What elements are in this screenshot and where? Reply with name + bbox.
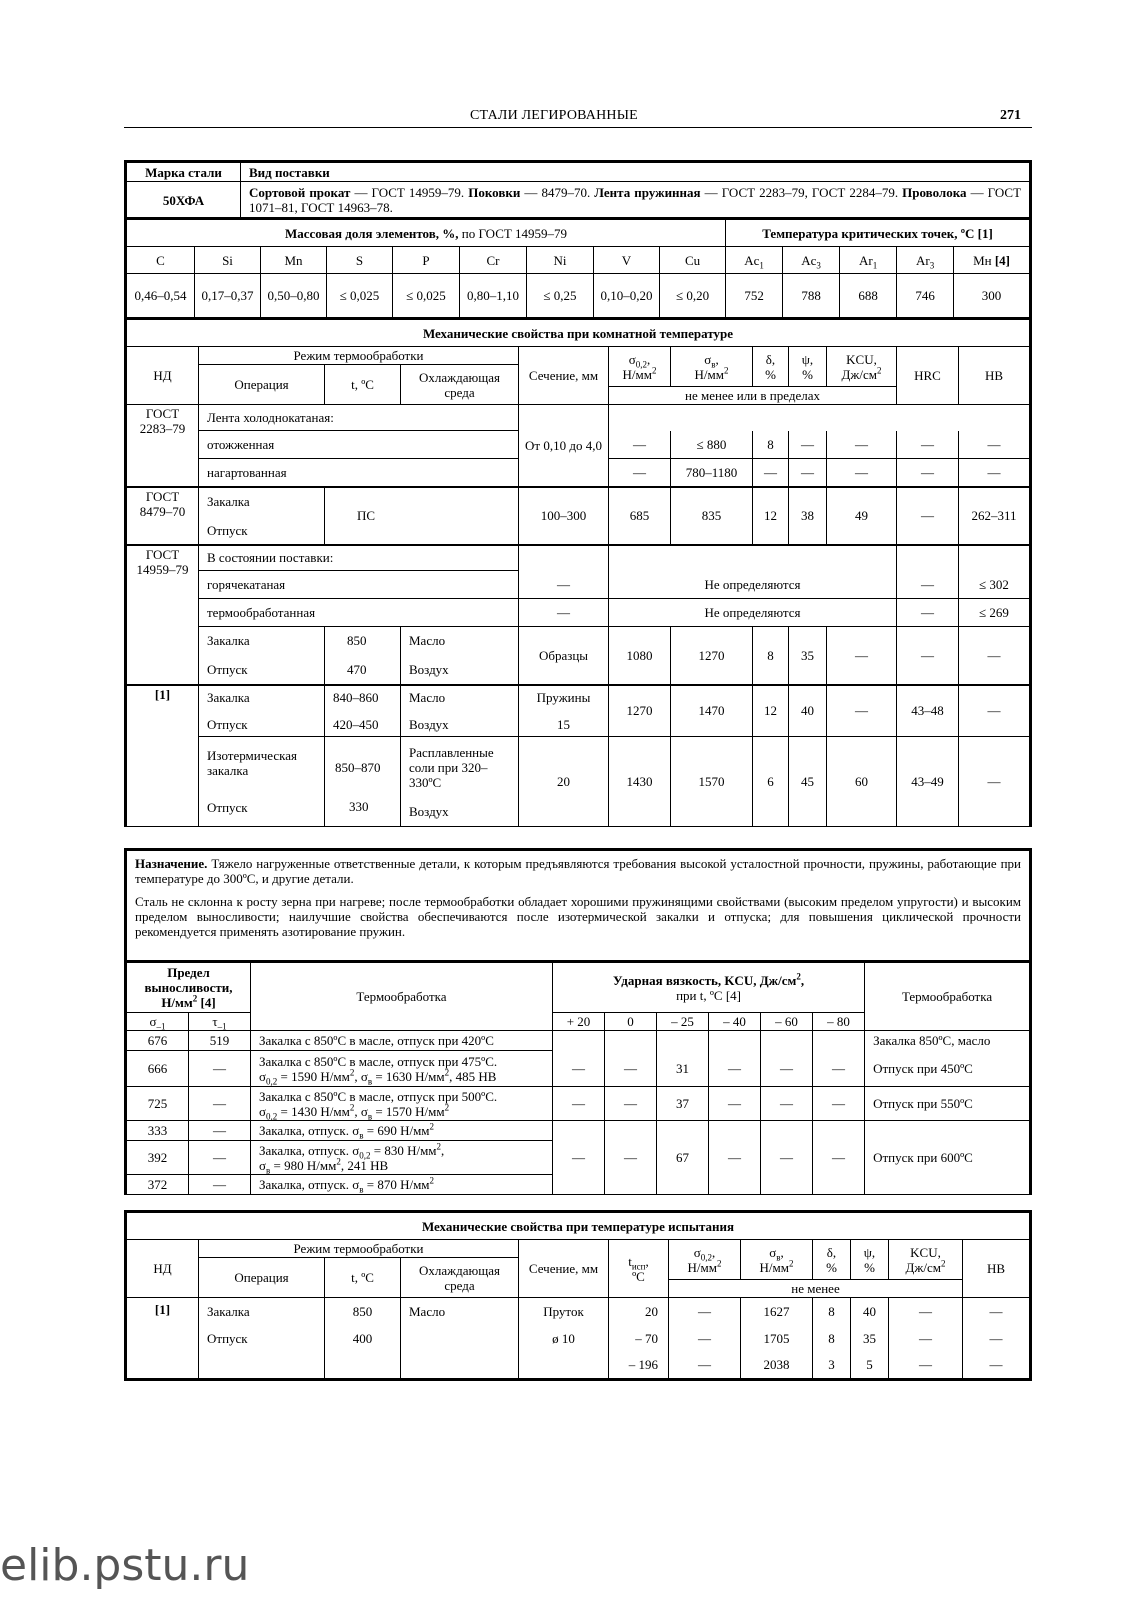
h-temp: t, ºС: [325, 365, 401, 405]
g4-temps: 840–860 420–450: [325, 685, 401, 737]
grade-value: 50ХФА: [127, 182, 241, 219]
supply-text: [241, 182, 1030, 219]
g3-r2: термообработанная: [199, 599, 519, 627]
imp-r3-v4: —: [761, 1121, 813, 1195]
g3-head: В состоянии поставки:: [199, 545, 519, 571]
t-h-operation: Операция: [199, 1258, 325, 1298]
g1-r2-s02: —: [609, 459, 671, 487]
t-nd: [1]: [127, 1298, 199, 1379]
mech-test-block: [124, 1210, 1032, 1381]
g1-section: От 0,10 до 4,0: [519, 405, 609, 487]
t-op2: Отпуск: [199, 1325, 325, 1352]
h-kcu: KCU, $Дж/см^2$: [827, 347, 897, 387]
g4-envs2: Расплавленные соли при 320–330ºС Воздух: [401, 737, 519, 827]
t-e1: Масло: [401, 1298, 519, 1325]
g4-hrc: 43–48: [897, 685, 959, 737]
g2-psi: 38: [789, 487, 827, 545]
g3-envs: Масло Воздух: [401, 627, 519, 685]
fat-r4-h: Закалка, отпуск. $\sigma_{0,2} = 830$ $Н/мм^2$, $\sigma_в = 980$ $Н/мм^2$, 241 HB: [251, 1141, 553, 1175]
imp-r3-v2: 67: [657, 1121, 709, 1195]
g1-r2-kcu: —: [827, 459, 897, 487]
fat-r2-h: Закалка с 850ºС в масле, отпуск при 500ºС. $\sigma_{0,2} = 1430$ $Н/мм^2$, $\sigma_в = 1570$ $Н/мм^2$: [251, 1087, 553, 1121]
val-ni: ≤ 0,25: [527, 274, 594, 318]
t-r2-sv: 2038: [741, 1352, 813, 1379]
temp-m80: – 80: [813, 1013, 865, 1031]
el-p: P: [393, 247, 460, 274]
imp-r2-v4: —: [761, 1087, 813, 1121]
imp-r3-v3: —: [709, 1121, 761, 1195]
crit-title: Температура критических точек, ºС [1]: [726, 220, 1030, 247]
t-r1-psi: 35: [851, 1325, 889, 1352]
imp-r1-v1: —: [605, 1051, 657, 1087]
t-r2-t: – 196: [609, 1352, 669, 1379]
fat-r1-h: Закалка с 850ºС в масле, отпуск при 475ºС. $\sigma_{0,2} = 1590$ $Н/мм^2$, $\sigma_в = 1630$ $Н/мм^2$, 485 HB: [251, 1051, 553, 1087]
g3-hrc: —: [897, 627, 959, 685]
supply-sortovoy: Сортовой прокат — ГОСТ 14959–79. Поковки — 8479–70. Лента пружинная — ГОСТ 2283–79, ГОСТ 2284–79. Проволока — ГОСТ 1071–81, ГОСТ 14963–78.: [249, 185, 1022, 215]
g3-r2-hb: ≤ 269: [959, 599, 1030, 627]
g1-r1-hrc: —: [897, 431, 959, 459]
purpose-block: [124, 848, 1032, 962]
fat-r5-s: 372: [127, 1175, 189, 1195]
g4-s02-2: 1430: [609, 737, 671, 827]
t-r1-s02: —: [669, 1325, 741, 1352]
h-operation: Операция: [199, 365, 325, 405]
purpose-text: Назначение. Тяжело нагруженные ответственные детали, к которым предъявляются требования высокой усталостной прочности, пружины, работающие при температуре до 300ºС, и другие детали. Сталь не склонна к росту зерна при нагреве; после термообработки обладает хорошими пружинящими свойствами (высоким пределом упругости) и высоким пределом выносливости; наилучшие свойства обеспечиваются после изотермической закалки и отпуска; для повышения циклической прочности рекомендуется применять азотирование пружин.: [127, 851, 1030, 962]
val-v: 0,10–0,20: [594, 274, 660, 318]
fat-r0-s: 676: [127, 1031, 189, 1051]
t-h-env: Охлаждающая среда: [401, 1258, 519, 1298]
h-section: Сечение, мм: [519, 347, 609, 405]
el-mn: Mn: [261, 247, 327, 274]
t-h-kcu: KCU, $Дж/см^2$: [889, 1240, 963, 1280]
fat-r5-h: Закалка, отпуск. $\sigma_в = 870$ $Н/мм^2$: [251, 1175, 553, 1195]
g4-kcu-2: 60: [827, 737, 897, 827]
h-delta: δ, %: [753, 347, 789, 387]
fat-r1-t: —: [189, 1051, 251, 1087]
imp-r3-v0: —: [553, 1121, 605, 1195]
g4-section: Пружины 15: [519, 685, 609, 737]
fat-r2-t: —: [189, 1087, 251, 1121]
g2-hb: 262–311: [959, 487, 1030, 545]
fat-r4-t: —: [189, 1141, 251, 1175]
g1-r1-s02: —: [609, 431, 671, 459]
t-r0-s02: —: [669, 1298, 741, 1325]
g3-r2-nodata: Не определяются: [609, 599, 897, 627]
g3-temps: 850 470: [325, 627, 401, 685]
g3-r1: горячекатаная: [199, 571, 519, 599]
g1-r2-hb: —: [959, 459, 1030, 487]
imp-r1-v4: —: [761, 1051, 813, 1087]
val-cu: ≤ 0,20: [660, 274, 726, 318]
temp-0: 0: [605, 1013, 657, 1031]
temp-m60: – 60: [761, 1013, 813, 1031]
g1-r1-psi: —: [789, 431, 827, 459]
fat-r4-s: 392: [127, 1141, 189, 1175]
g2-ops: Закалка Отпуск: [199, 487, 325, 545]
el-ni: Ni: [527, 247, 594, 274]
g2-hrc: —: [897, 487, 959, 545]
h-mode: Режим термообработки: [199, 347, 519, 365]
g3-nd: ГОСТ 14959–79: [127, 545, 199, 685]
g3-r1-section: —: [519, 571, 609, 599]
t-h-mode: Режим термообработки: [199, 1240, 519, 1258]
g1-r2-sv: 780–1180: [671, 459, 753, 487]
g4-ops2: Изотермическая закалка Отпуск: [199, 737, 325, 827]
g1-r2-hrc: —: [897, 459, 959, 487]
el-v: V: [594, 247, 660, 274]
g3-r1-hb: ≤ 302: [959, 571, 1030, 599]
temp-m25: – 25: [657, 1013, 709, 1031]
val-p: ≤ 0,025: [393, 274, 460, 318]
fat-r3-h: Закалка, отпуск. $\sigma_в = 690$ $Н/мм^2$: [251, 1121, 553, 1141]
imp-r1-v0: —: [553, 1051, 605, 1087]
fat-r5-t: —: [189, 1175, 251, 1195]
running-header-title: СТАЛИ ЛЕГИРОВАННЫЕ: [470, 108, 638, 123]
t-r1-sv: 1705: [741, 1325, 813, 1352]
t-r0-d: 8: [813, 1298, 851, 1325]
g4-kcu: —: [827, 685, 897, 737]
g4-section2: 20: [519, 737, 609, 827]
h-tau-1: $\tau_{-1}$: [189, 1013, 251, 1031]
imp-r2-v5: —: [813, 1087, 865, 1121]
imp-r3-v5: —: [813, 1121, 865, 1195]
val-mn: 0,50–0,80: [261, 274, 327, 318]
t-h-sv: $\sigma_в$, $Н/мм^2$: [741, 1240, 813, 1280]
g4-psi-2: 45: [789, 737, 827, 827]
g2-sv: 835: [671, 487, 753, 545]
t-r2-d: 3: [813, 1352, 851, 1379]
g4-sv: 1470: [671, 685, 753, 737]
mech-test-title: Механические свойства при температуре испытания: [127, 1213, 1030, 1240]
t-sec2: ø 10: [519, 1325, 609, 1352]
h-hb: HB: [959, 347, 1030, 405]
imp-r2-v1: —: [605, 1087, 657, 1121]
g2-env: ПС: [325, 487, 519, 545]
fat-r0-t: 519: [189, 1031, 251, 1051]
g3-s02: 1080: [609, 627, 671, 685]
t-r1-kcu: —: [889, 1325, 963, 1352]
imp-r1-v5: —: [813, 1051, 865, 1087]
h-env: Охлаждающая среда: [401, 365, 519, 405]
g3-r1-nodata: Не определяются: [609, 571, 897, 599]
t-h-nd: НД: [127, 1240, 199, 1298]
g4-sv-2: 1570: [671, 737, 753, 827]
el-c: C: [127, 247, 195, 274]
h-sv: $\sigma_в$, $Н/мм^2$: [671, 347, 753, 387]
crit-ar3: $Ar_3$: [897, 247, 954, 274]
grade-block: [124, 160, 1032, 219]
t-h-temp: t, ºС: [325, 1258, 401, 1298]
g4-s02: 1270: [609, 685, 671, 737]
g1-r1: отожженная: [199, 431, 519, 459]
t-h-s02: $\sigma_{0,2}$, $Н/мм^2$: [669, 1240, 741, 1280]
supply-label: Вид поставки: [241, 163, 1030, 182]
val-ar3: 746: [897, 274, 954, 318]
imp-r2-v2: 37: [657, 1087, 709, 1121]
h-sigma-1: $\sigma_{-1}$: [127, 1013, 189, 1031]
g1-r2: нагартованная: [199, 459, 519, 487]
g4-d: 12: [753, 685, 789, 737]
g2-nd: ГОСТ 8479–70: [127, 487, 199, 545]
val-s: ≤ 0,025: [327, 274, 393, 318]
g3-sv: 1270: [671, 627, 753, 685]
g3-d: 8: [753, 627, 789, 685]
g2-s02: 685: [609, 487, 671, 545]
g1-r1-d: 8: [753, 431, 789, 459]
g3-r1-hrc: —: [897, 571, 959, 599]
el-si: Si: [195, 247, 261, 274]
impact-title: Ударная вязкость, KCU, $Дж/см^2$, при t, ºС [4]: [553, 963, 865, 1013]
t-r2-psi: 5: [851, 1352, 889, 1379]
g4-d-2: 6: [753, 737, 789, 827]
g2-kcu: 49: [827, 487, 897, 545]
t-h-psi: ψ, %: [851, 1240, 889, 1280]
t-r1-hb: —: [963, 1325, 1030, 1352]
fat-r1-s: 666: [127, 1051, 189, 1087]
fat-r3-t: —: [189, 1121, 251, 1141]
crit-mn: Мн [4]: [954, 247, 1030, 274]
imp-r3-h: Отпуск при 600ºС: [865, 1121, 1030, 1195]
temp-p20: + 20: [553, 1013, 605, 1031]
h-hrc: HRC: [897, 347, 959, 405]
g4-ops: Закалка Отпуск: [199, 685, 325, 737]
imp-r3-v1: —: [605, 1121, 657, 1195]
h-psi: ψ, %: [789, 347, 827, 387]
crit-ac1: $Ac_1$: [726, 247, 783, 274]
g1-r2-d: —: [753, 459, 789, 487]
g4-hb: —: [959, 685, 1030, 737]
val-si: 0,17–0,37: [195, 274, 261, 318]
fat-r0-h: Закалка с 850ºС в масле, отпуск при 420ºС: [251, 1031, 553, 1051]
g4-hrc-2: 43–49: [897, 737, 959, 827]
el-cu: Cu: [660, 247, 726, 274]
t-h-note: не менее: [669, 1280, 963, 1298]
fatigue-title: Предел выносливости, $Н/мм^2$ [4]: [127, 963, 251, 1013]
watermark: elib.pstu.ru: [0, 1540, 250, 1591]
g3-hb: —: [959, 627, 1030, 685]
g3-psi: 35: [789, 627, 827, 685]
t-sec1: Пруток: [519, 1298, 609, 1325]
composition-title: Массовая доля элементов, %, по ГОСТ 14959–79: [127, 220, 726, 247]
mech-room-title: Механические свойства при комнатной температуре: [127, 320, 1030, 347]
h-nd: НД: [127, 347, 199, 405]
g2-d: 12: [753, 487, 789, 545]
g4-envs: Масло Воздух: [401, 685, 519, 737]
val-ar1: 688: [840, 274, 897, 318]
fatigue-impact-block: [124, 960, 1032, 1195]
g1-r2-psi: —: [789, 459, 827, 487]
t-r2-s02: —: [669, 1352, 741, 1379]
g2-section: 100–300: [519, 487, 609, 545]
g3-r2-section: —: [519, 599, 609, 627]
t-t1: 850: [325, 1298, 401, 1325]
g1-nd: ГОСТ 2283–79: [127, 405, 199, 487]
val-c: 0,46–0,54: [127, 274, 195, 318]
crit-ac3: $Ac_3$: [783, 247, 840, 274]
g4-hb-2: —: [959, 737, 1030, 827]
el-s: S: [327, 247, 393, 274]
imp-r2-v3: —: [709, 1087, 761, 1121]
t-h-section: Сечение, мм: [519, 1240, 609, 1298]
g4-psi: 40: [789, 685, 827, 737]
t-r0-psi: 40: [851, 1298, 889, 1325]
header-rule: [124, 127, 1032, 128]
mech-room-block: [124, 317, 1032, 827]
temp-m40: – 40: [709, 1013, 761, 1031]
imp-r2-v0: —: [553, 1087, 605, 1121]
t-r0-kcu: —: [889, 1298, 963, 1325]
imp-r0-h: Закалка 850ºС, масло: [865, 1031, 1030, 1051]
g1-r1-kcu: —: [827, 431, 897, 459]
el-cr: Cr: [460, 247, 527, 274]
t-op1: Закалка: [199, 1298, 325, 1325]
g3-section: Образцы: [519, 627, 609, 685]
t-r1-d: 8: [813, 1325, 851, 1352]
t-r2-hb: —: [963, 1352, 1030, 1379]
t-r1-t: – 70: [609, 1325, 669, 1352]
page-number: 271: [1000, 108, 1021, 123]
val-cr: 0,80–1,10: [460, 274, 527, 318]
imp-r1-v3: —: [709, 1051, 761, 1087]
t-h-hb: HB: [963, 1240, 1030, 1298]
val-ac3: 788: [783, 274, 840, 318]
imp-r1-h: Отпуск при 450ºС: [865, 1051, 1030, 1087]
t-r0-hb: —: [963, 1298, 1030, 1325]
crit-ar1: $Ar_1$: [840, 247, 897, 274]
t-r0-t: 20: [609, 1298, 669, 1325]
g3-ops: Закалка Отпуск: [199, 627, 325, 685]
g1-r1-sv: ≤ 880: [671, 431, 753, 459]
t-r0-sv: 1627: [741, 1298, 813, 1325]
g1-head: Лента холоднокатаная:: [199, 405, 519, 431]
g4-temps2: 850–870 330: [325, 737, 401, 827]
fatigue-heat-header: Термообработка: [251, 963, 553, 1031]
t-h-delta: δ, %: [813, 1240, 851, 1280]
t-h-tisp: $t_{исп}$, ºС: [609, 1240, 669, 1298]
g3-r2-hrc: —: [897, 599, 959, 627]
h-s02: $\sigma_{0,2}$, $Н/мм^2$: [609, 347, 671, 387]
imp-r2-h: Отпуск при 550ºС: [865, 1087, 1030, 1121]
g3-kcu: —: [827, 627, 897, 685]
g1-r1-hb: —: [959, 431, 1030, 459]
composition-block: [124, 217, 1032, 318]
t-r2-kcu: —: [889, 1352, 963, 1379]
grade-label: Марка стали: [127, 163, 241, 182]
impact-heat-header: Термообработка: [865, 963, 1030, 1031]
t-t2: 400: [325, 1325, 401, 1352]
imp-r1-v2: 31: [657, 1051, 709, 1087]
fat-r3-s: 333: [127, 1121, 189, 1141]
h-note: не менее или в пределах: [609, 387, 897, 405]
g4-nd: [1]: [127, 685, 199, 827]
val-mn-point: 300: [954, 274, 1030, 318]
val-ac1: 752: [726, 274, 783, 318]
fat-r2-s: 725: [127, 1087, 189, 1121]
